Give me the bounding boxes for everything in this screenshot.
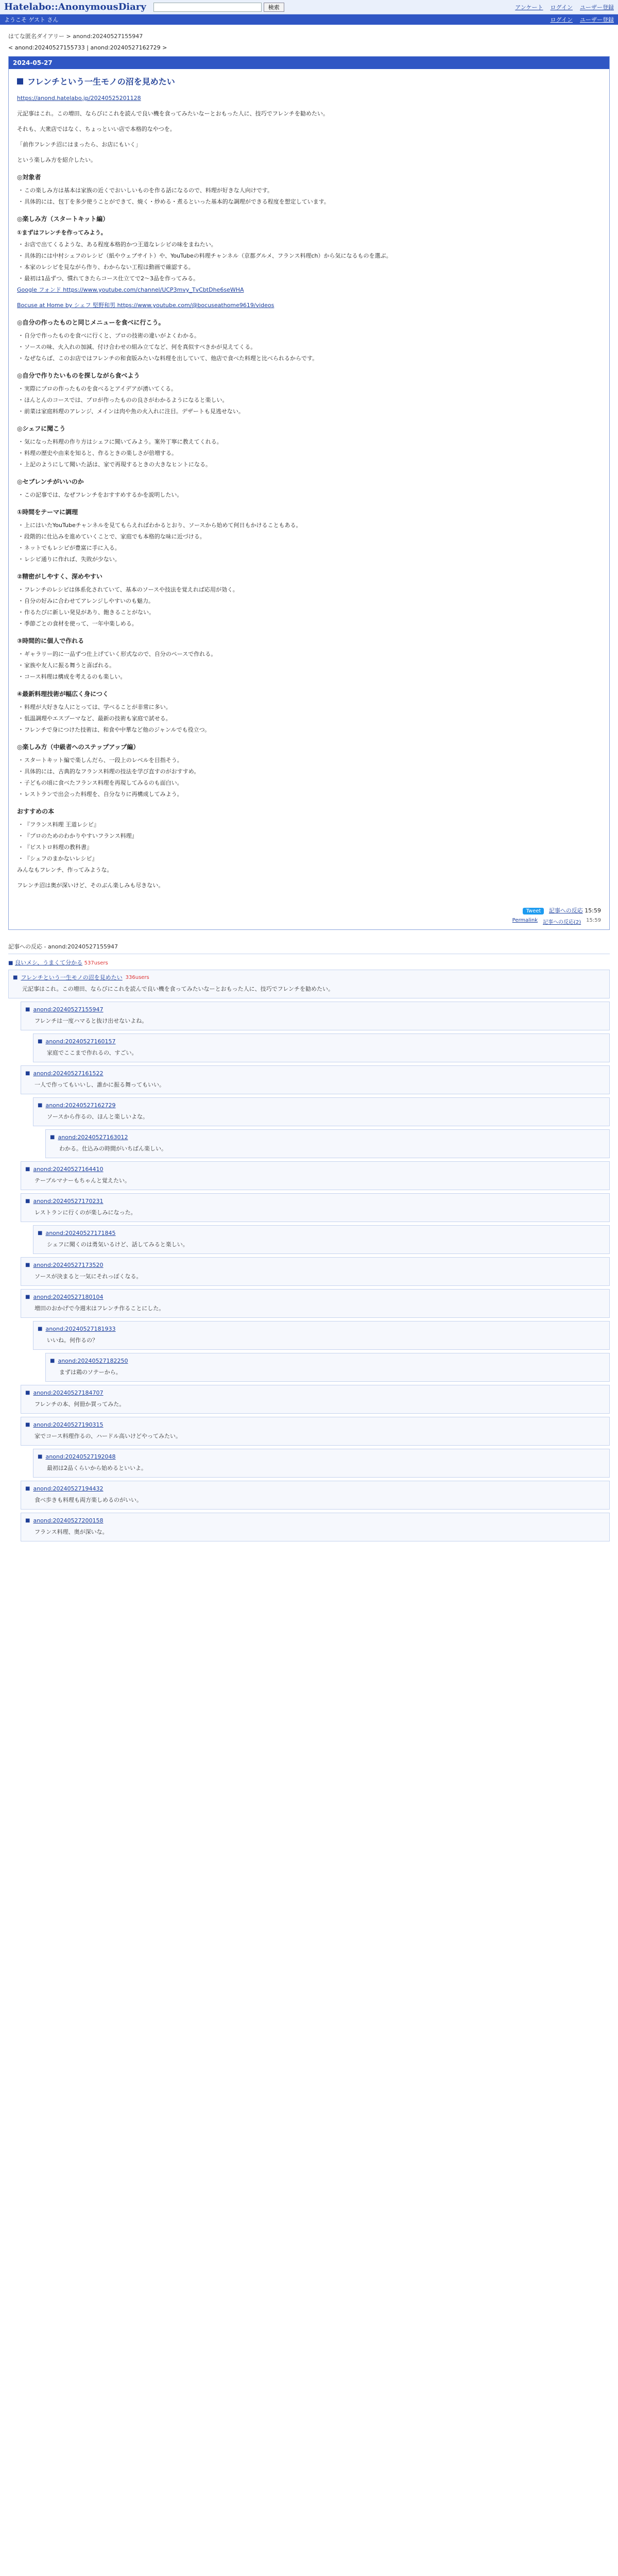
source-link-row xyxy=(17,93,601,104)
section-bullets xyxy=(18,240,601,284)
trackback-excerpt: ソースから作るの、ほんと楽しいよな。 xyxy=(47,1113,149,1120)
trackback-item xyxy=(21,1257,610,1286)
tree-node-icon: ■ xyxy=(38,1454,43,1460)
breadcrumb[interactable]: はてな匿名ダイアリー > anond:20240527155947 xyxy=(8,33,143,40)
trackback-head xyxy=(38,1101,605,1110)
reference-link[interactable]: Bocuse at Home by シェフ 堅野和男 https://www.youtube.com/@bocuseathome9619/videos xyxy=(17,302,274,309)
trackback-head xyxy=(25,1388,605,1398)
trackback-item xyxy=(33,1033,610,1062)
trackback-root xyxy=(8,958,610,967)
reference-link-row xyxy=(17,285,601,295)
bullet-item: ・ 『フランス料理 王道レシピ』 xyxy=(18,820,601,830)
user-bar xyxy=(0,14,618,25)
trackback-link[interactable]: anond:20240527161522 xyxy=(33,1070,104,1077)
trackback-excerpt: 一人で作ってもいいし、誰かに振る舞ってもいい。 xyxy=(35,1081,165,1088)
bullet-item: ・ 作るたびに新しい発見があり、飽きることがない。 xyxy=(18,607,601,618)
trackback-link[interactable]: anond:20240527163012 xyxy=(58,1134,128,1141)
bullet-item: ・ ギャラリー的に一品ずつ仕上げていく形式なので、自分のペースで作れる。 xyxy=(18,649,601,659)
entry-footer xyxy=(9,901,609,918)
trackback-head xyxy=(25,1005,605,1014)
tree-node-icon: ■ xyxy=(25,1486,30,1492)
trackback-head xyxy=(25,1516,605,1526)
intro-paragraph: 元記事はこれ。この増田、ならびにこれを読んで良い機を食ってみたいなーとおもった人に、技巧でフレンチを勧めたい。 xyxy=(17,110,329,117)
trackback-item xyxy=(21,1481,610,1510)
section-heading: ◎セブレンチがいいのか xyxy=(17,478,84,485)
user-bar-register[interactable]: ユーザー登録 xyxy=(580,16,614,23)
trackback-head xyxy=(50,1133,605,1142)
trackback-head xyxy=(25,1165,605,1174)
trackback-excerpt: 家庭でここまで作れるの、すごい。 xyxy=(47,1049,138,1056)
trackback-item xyxy=(8,970,610,998)
trackback-link[interactable]: anond:20240527192048 xyxy=(45,1453,116,1460)
trackback-item xyxy=(21,1193,610,1222)
trackback-head xyxy=(13,973,605,982)
search-input[interactable] xyxy=(153,3,262,12)
bullet-item: ・ この楽しみ方は基本は家族の近くでおいしいものを作る話になるので、料理が好きな人向けです。 xyxy=(18,185,601,196)
tree-node-icon: ■ xyxy=(25,1166,30,1172)
tree-node-icon: ■ xyxy=(25,1007,30,1012)
trackback-item xyxy=(45,1129,610,1158)
site-header xyxy=(0,0,618,14)
trackback-item xyxy=(21,1385,610,1414)
welcome-text: ようこそ ゲスト さん xyxy=(4,16,59,23)
tree-node-icon: ■ xyxy=(38,1326,43,1332)
trackback-excerpt: まずは鶏のソテーから。 xyxy=(59,1369,122,1376)
bullet-item: ・ お店で出てくるような、ある程度本格的かつ王道なレシピの味をまねたい。 xyxy=(18,240,601,250)
bullet-item: ・ コース料理は構成を考えるのも楽しい。 xyxy=(18,672,601,682)
section-bullets xyxy=(18,585,601,629)
trackback-head xyxy=(38,1229,605,1238)
trackback-link[interactable]: anond:20240527181933 xyxy=(45,1326,116,1332)
intro-paragraph: という楽しみ方を紹介したい。 xyxy=(17,157,96,163)
section-bullets xyxy=(18,331,601,364)
trackback-excerpt: 最初は2品くらいから始めるといいよ。 xyxy=(47,1465,147,1471)
bullet-item: ・ 具体的には中村シェフのレシピ（紙やウェブサイト）や、YouTubeの料理チャンネル（京都グルメ、フランス料理ch）から気になるものを選ぶ。 xyxy=(18,251,601,261)
user-bar-links xyxy=(551,15,614,24)
bullet-item: ・ スタートキット編で楽しんだら、一段上のレベルを目指そう。 xyxy=(18,755,601,766)
section-heading: ◎シェフに聞こう xyxy=(17,425,66,432)
trackback-link[interactable]: anond:20240527182250 xyxy=(58,1358,128,1364)
trackback-link[interactable]: anond:20240527190315 xyxy=(33,1421,104,1428)
trackback-item xyxy=(33,1321,610,1350)
trackback-excerpt: ソースが決まると一気にそれっぽくなる。 xyxy=(35,1273,142,1280)
bullet-item: ・ 具体的には、包丁を多少使うことができて、焼く・炒める・煮るといった基本的な調理ができる程度を想定しています。 xyxy=(18,197,601,207)
bullet-item: ・ 実際にプロの作ったものを食べるとアイデアが湧いてくる。 xyxy=(18,384,601,394)
bullet-item: ・ 季節ごとの食材を使って、一年中楽しめる。 xyxy=(18,619,601,629)
tree-node-icon: ■ xyxy=(50,1358,55,1364)
diary-entry xyxy=(8,56,610,930)
header-link-survey[interactable]: アンケート xyxy=(515,4,543,11)
section-heading: ③時間的に個人で作れる xyxy=(17,637,84,645)
reactions-link[interactable]: 記事への反応 xyxy=(548,907,583,914)
intro-block xyxy=(17,109,601,165)
trackback-head xyxy=(38,1452,605,1462)
bookmark-count-badge[interactable]: 537users xyxy=(84,960,108,966)
tree-node-icon: ■ xyxy=(25,1071,30,1076)
bullet-item: ・ 自分で作ったものを食べに行くと、プロの技術の違いがよくわかる。 xyxy=(18,331,601,341)
trackback-excerpt: 家でコース料理作るの、ハードル高いけどやってみたい。 xyxy=(35,1433,182,1439)
bullet-item: ・ この記事では、なぜフレンチをおすすめするかを説明したい。 xyxy=(18,490,601,500)
trackback-link[interactable]: フレンチという一生モノの沼を見めたい xyxy=(21,974,123,981)
trackback-link[interactable]: anond:20240527155947 xyxy=(33,1006,104,1013)
entry-time: 15:59 xyxy=(585,907,601,914)
closing-paragraph: みんなもフレンチ、作ってみような。 xyxy=(17,867,113,873)
bullet-item: ・ ソースの味、火入れの加減、付け合わせの組み立てなど、何を真似すべきかが見えてくる。 xyxy=(18,342,601,352)
trackback-head xyxy=(38,1325,605,1334)
trackback-link[interactable]: anond:20240527160157 xyxy=(45,1038,116,1045)
section-bullets xyxy=(18,820,601,864)
trackback-link[interactable]: anond:20240527180104 xyxy=(33,1294,104,1300)
tree-node-icon: ■ xyxy=(38,1230,43,1236)
tree-node-icon: ■ xyxy=(25,1518,30,1523)
section-bullets xyxy=(18,755,601,800)
trackback-head xyxy=(25,1069,605,1078)
entry-body xyxy=(9,69,609,901)
trackback-link[interactable]: anond:20240527200158 xyxy=(33,1517,104,1524)
trackback-excerpt: 増田のおかげで今週末はフレンチ作ることにした。 xyxy=(35,1305,165,1312)
trackback-item xyxy=(21,1161,610,1190)
tree-node-icon: ■ xyxy=(50,1134,55,1140)
bullet-item: ・ フレンチのレシピは体系化されていて、基本のソースや技法を覚えれば応用が効く。 xyxy=(18,585,601,595)
trackback-item xyxy=(21,1002,610,1030)
permalink-link[interactable]: Permalink xyxy=(512,918,538,923)
source-link[interactable]: https://anond.hatelabo.jp/20240525201128 xyxy=(17,95,141,101)
bullet-item: ・ なぜならば、このお店ではフレンチの和食版みたいな料理を出していて、他店で食べた料理と比べられるからです。 xyxy=(18,353,601,364)
section-bullets xyxy=(18,520,601,565)
reference-link[interactable]: Google フォンド https://www.youtube.com/channel/UCP3mvy_TvCbtDhe6seWHA xyxy=(17,286,244,293)
trackback-link[interactable]: anond:20240527194432 xyxy=(33,1485,104,1492)
trackback-list xyxy=(8,954,610,1541)
bullet-item: ・ 子どもの頃に食べたフランス料理を再現してみるのも面白い。 xyxy=(18,778,601,788)
trackback-head xyxy=(25,1261,605,1270)
section-bullets xyxy=(18,384,601,417)
bullet-item: ・ 具体的には、古典的なフランス料理の技法を学び直すのがおすすめ。 xyxy=(18,767,601,777)
section-heading: ④最新料理技術が幅広く身につく xyxy=(17,690,109,698)
bullet-item: ・ 上にはいたYouTubeチャンネルを見てもらえればわかるとおり、ソースから始めて何日もかけることもある。 xyxy=(18,520,601,531)
entry-tools xyxy=(9,918,609,929)
section-heading: ◎楽しみ方（スタートキット編） xyxy=(17,215,109,223)
trackback-head xyxy=(38,1037,605,1046)
reaction-count-link[interactable]: 記事への反応(2) xyxy=(543,920,581,925)
bullet-item: ・ ほんとんのコースでは、プロが作ったものの良さがわかるようになると楽しい。 xyxy=(18,395,601,405)
reference-link-row xyxy=(17,300,601,311)
trackback-link[interactable]: anond:20240527162729 xyxy=(45,1102,116,1109)
bullet-item: ・ 本家のレシピを見ながら作り、わからない工程は動画で確認する。 xyxy=(18,262,601,273)
header-links xyxy=(515,3,614,11)
tweet-button[interactable]: Tweet xyxy=(523,908,544,914)
tree-node-icon: ■ xyxy=(25,1422,30,1428)
tree-node-icon: ■ xyxy=(25,1198,30,1204)
section-heading: ◎楽しみ方（中級者へのステップアップ編） xyxy=(17,743,140,751)
bullet-item: ・ 家族や友人に振る舞うと喜ばれる。 xyxy=(18,660,601,671)
bullet-item: ・ 前菜は家庭料理のアレンジ、メインは肉や魚の火入れに注目。デザートも見逃せない。 xyxy=(18,406,601,417)
header-link-login[interactable]: ログイン xyxy=(550,4,573,11)
bullet-item: ・ 『ビストロ料理の教科書』 xyxy=(18,842,601,853)
trackback-title: 記事への反応 - anond:20240527155947 xyxy=(8,943,118,950)
trackback-excerpt: いいね。何作るの？ xyxy=(47,1337,98,1344)
section-heading: おすすめの本 xyxy=(17,808,55,815)
trackback-item xyxy=(21,1065,610,1094)
title-square-icon xyxy=(17,78,23,84)
tools-time: 15:59 xyxy=(586,918,601,923)
bullet-item: ・ ネットでもレシピが豊富に手に入る。 xyxy=(18,543,601,553)
trackback-item xyxy=(33,1225,610,1254)
trackback-excerpt: レストランに行くのが楽しみになった。 xyxy=(35,1209,136,1216)
trackback-item xyxy=(21,1417,610,1446)
trackback-excerpt: 食べ歩きも料理も両方楽しめるのがいい。 xyxy=(35,1497,142,1503)
closing-paragraph: フレンチ沼は奥が深いけど、そのぶん楽しみも尽きない。 xyxy=(17,882,164,889)
header-link-register[interactable]: ユーザー登録 xyxy=(580,4,614,11)
trackback-excerpt: フランス料理、奥が深いな。 xyxy=(35,1529,108,1535)
intro-paragraph: それも、大衆店ではなく、ちょっといい店で本格的なやつを。 xyxy=(17,126,176,132)
sections-block xyxy=(17,173,601,864)
trackback-link[interactable]: anond:20240527164410 xyxy=(33,1166,104,1173)
trackback-excerpt: 元記事はこれ。この増田、ならびにこれを読んで良い機を食ってみたいなーとおもった人に、技巧でフレンチを勧めたい。 xyxy=(22,986,334,992)
trackback-head xyxy=(25,1420,605,1430)
section-subheading: ①まずはフレンチを作ってみよう。 xyxy=(17,229,107,236)
section-bullets xyxy=(18,437,601,470)
trackback-link[interactable]: anond:20240527173520 xyxy=(33,1262,104,1268)
section-heading: ◎自分で作りたいものを探しながら食べよう xyxy=(17,372,140,379)
bullet-item: ・ レシピ通りに作れば、失敗が少ない。 xyxy=(18,554,601,565)
trackback-excerpt: テーブルマナーもちゃんと覚えたい。 xyxy=(35,1177,131,1184)
trackback-head xyxy=(25,1293,605,1302)
trackback-link[interactable]: anond:20240527184707 xyxy=(33,1389,104,1396)
trackback-excerpt: フレンチの本、何冊か買ってみた。 xyxy=(35,1401,125,1408)
section-bullets xyxy=(18,702,601,735)
section-heading: ◎自分の作ったものと同じメニューを食べに行こう。 xyxy=(17,319,165,326)
trackback-excerpt: わかる。仕込みの時間がいちばん楽しい。 xyxy=(59,1145,167,1152)
closing-block xyxy=(17,865,601,891)
bullet-item: ・ 『プロのためのわかりやすいフランス料理』 xyxy=(18,831,601,841)
entry-title[interactable] xyxy=(17,75,601,87)
trackback-item xyxy=(33,1097,610,1126)
section-bullets xyxy=(18,185,601,207)
trackback-item xyxy=(33,1449,610,1478)
intro-paragraph: 「前作フレンチ沼にはまったら、お店にもいく」 xyxy=(17,141,142,148)
section-heading: ①時間をテーマに調理 xyxy=(17,509,78,516)
bookmark-count-badge[interactable]: 336users xyxy=(125,975,149,980)
section-bullets xyxy=(18,649,601,682)
entry-date: 2024-05-27 xyxy=(9,57,609,69)
bullet-item: ・ レストランで出会った料理を、自分なりに再構成してみよう。 xyxy=(18,789,601,800)
trackback-item xyxy=(21,1289,610,1318)
trackback-items xyxy=(8,970,610,1541)
trackback-head xyxy=(50,1357,605,1366)
bullet-item: ・ 自分の好みに合わせてアレンジしやすいのも魅力。 xyxy=(18,596,601,606)
section-heading: ◎対象者 xyxy=(17,174,41,181)
bullet-item: ・ 最初は1品ずつ、慣れてきたらコース仕立てで2〜3品を作ってみる。 xyxy=(18,274,601,284)
bullet-item: ・ 『シェフのまかないレシピ』 xyxy=(18,854,601,864)
trackback-root-link[interactable]: 良いメシ、うまくて分かる xyxy=(14,959,83,966)
tree-node-icon: ■ xyxy=(25,1390,30,1396)
trackback-item xyxy=(45,1353,610,1382)
bullet-item: ・ 気になった料理の作り方はシェフに聞いてみよう。案外丁寧に教えてくれる。 xyxy=(18,437,601,447)
trackback-head xyxy=(25,1484,605,1494)
site-logo[interactable]: Hatelabo::AnonymousDiary xyxy=(4,2,146,12)
bullet-item: ・ 上記のようにして聞いた話は、家で再現するときの大きなヒントになる。 xyxy=(18,460,601,470)
bullet-item: ・ フレンチで身につけた技術は、和食や中華など他のジャンルでも役立つ。 xyxy=(18,725,601,735)
bullet-item: ・ 料理の歴史や由来を知ると、作るときの楽しさが倍増する。 xyxy=(18,448,601,459)
tree-node-icon: ■ xyxy=(13,975,18,980)
search-area xyxy=(153,3,284,12)
tree-node-icon: ■ xyxy=(25,1294,30,1300)
user-bar-login[interactable]: ログイン xyxy=(550,16,573,23)
entry-title-text: フレンチという一生モノの沼を見めたい xyxy=(27,77,175,87)
bullet-item: ・ 段階的に仕込みを進めていくことで、家庭でも本格的な味に近づける。 xyxy=(18,532,601,542)
tree-node-icon: ■ xyxy=(38,1103,43,1108)
trackback-excerpt: フレンチは一度ハマると抜け出せないよね。 xyxy=(35,1018,148,1024)
section-heading: ②精密がしやすく、深めやすい xyxy=(17,573,102,580)
bullet-item: ・ 料理が大好きな人にとっては、学べることが非常に多い。 xyxy=(18,702,601,713)
day-navigation[interactable]: < anond:20240527155733 | anond:20240527162729 > xyxy=(8,44,167,51)
trackback-link[interactable]: anond:20240527170231 xyxy=(33,1198,104,1205)
trackback-link[interactable]: anond:20240527171845 xyxy=(45,1230,116,1236)
trackback-head xyxy=(25,1197,605,1206)
trackback-excerpt: シェフに聞くのは勇気いるけど、話してみると楽しい。 xyxy=(47,1241,188,1248)
tree-node-icon: ■ xyxy=(25,1262,30,1268)
trackback-item xyxy=(21,1513,610,1541)
section-bullets xyxy=(18,490,601,500)
bullet-item: ・ 低温調理やエスプーマなど、最新の技術も家庭で試せる。 xyxy=(18,714,601,724)
search-button[interactable]: 検索 xyxy=(264,3,284,12)
tree-node-icon: ■ xyxy=(8,960,13,966)
tree-node-icon: ■ xyxy=(38,1039,43,1044)
